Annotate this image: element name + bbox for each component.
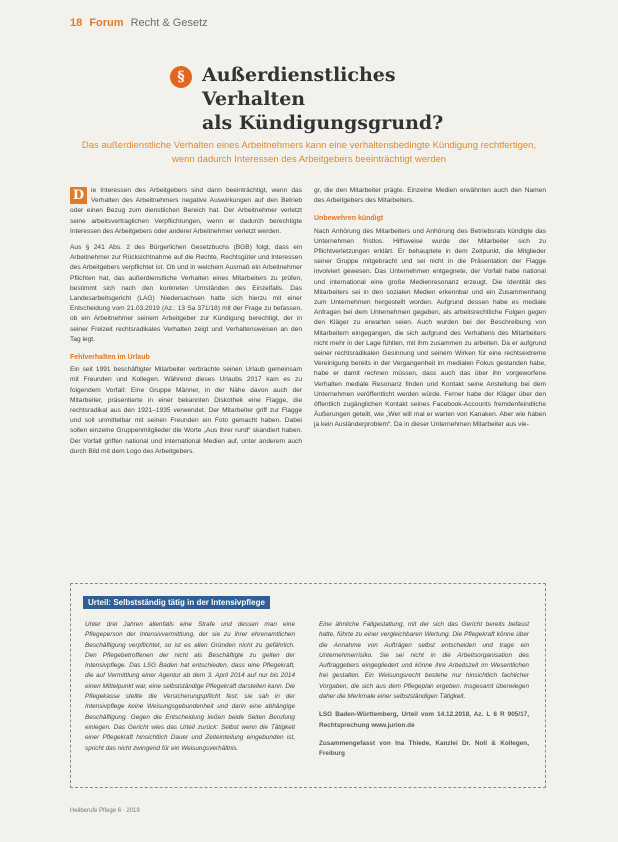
topic-label: Recht & Gesetz xyxy=(130,17,208,29)
title-line-2: als Kündigungsgrund? xyxy=(202,112,444,134)
title-line-1: Außerdienstliches Verhalten xyxy=(202,64,396,110)
page-footer: Heilberufe Pflege 6 · 2019 xyxy=(70,808,140,814)
verdict-box-right xyxy=(319,620,529,768)
right-column xyxy=(314,186,546,437)
verdict-box xyxy=(70,583,546,788)
verdict-left-text: Unter drei Jahren allenfalls eine Strafe und dessen man eine Pflegeperson der Intensivvermittlung, der sie zu ihrer ehrenamtlichen Beschäftigung verpflichtet, so ist es allen Gründen nicht zu gefährlich. Den Pflegebetroffenen der nicht als Beschäftigte zu gelten der Intensivpflege. Das LSG Baden hat entschieden, dass eine Pflegekraft, die auf Vermittlung einer Agentur ab dem 3. April 2014 auf nur bis 2014 einen Mittelpunkt war, eine selbstständige Pflegekraft darstellen kann. Die Pflegekasse stellte die Versicherungspflicht fest; sie sah in der Intensivpflege keine Weisungsgebundenheit und darin eine abhängige Beschäftigung. Gegen die Entscheidung ließen beide Seiten Berufung einlegen. Das Gericht wies das Urteil zurück: Selbst wenn die Tätigkeit einer Pflegekraft hinsichtlich Dauer und Zeiteinteilung eingebunden ist, spricht das nicht zwingend für ein Weisungsverhältnis. xyxy=(85,621,295,752)
left-paragraph-2: Aus § 241 Abs. 2 des Bürgerlichen Gesetzbuchs (BGB) folgt, dass ein Arbeitnehmer zur Rücksichtnahme auf die Rechte, Rechtsgüter und Interessen des Arbeitgebers verpflichtet ist. Ob und in welchem Ausmaß ein Arbeitnehmer Pflichten hat, das außerdienstliche Verhalten eines Mitarbeiters zu prüfen, bestimmt sich nach den konkreten Umständen des Einzelfalls. Das Landesarbeitsgericht (LAG) Niedersachsen hatte sich hierzu mit einer Entscheidung vom 21.03.2019 (Az.: 13 Sa 371/18) mit der Frage zu befassen, ob ein Arbeitnehmer seinem Arbeitgeber zur Kündigung berechtigt, der in seiner Freizeit rechtsradikales Verhalten zeigt und Verhaltensweisen an den Tag legt. xyxy=(70,244,302,343)
left-paragraph-3: Ein seit 1991 beschäftigter Mitarbeiter verbrachte seinen Urlaub gemeinsam mit Freunden und Kollegen. Während dieses Urlaubs 2017 kam es zu folgendem Vorfall: Eine Gruppe Männer, in der Nähe davon auch der Mitarbeiter, präsentierte in einer bekannten Diskothek eine Flagge, die rechtsradikal aus den 1921–1935 verwendet. Der Mitarbeiter griff zur Flagge und soll unmittelbar mit seinen Freunden ein Foto gemacht haben. Dabei sollen einzelne Gruppenmitglieder die Worte „Aus ihrer rund“ skandiert haben. Der Vorfall griffen national und international Medien auf, unter anderem auch durch Bild mit dem Logo des Arbeitgebers. xyxy=(70,366,302,455)
page-number: 18 xyxy=(70,17,83,29)
section-label: Forum xyxy=(89,17,124,29)
left-paragraph-1 xyxy=(70,186,302,237)
dropcap: D xyxy=(70,187,87,204)
right-paragraph-2: Nach Anhörung des Mitarbeiters und Anhörung des Betriebsrats kündigte das Unternehmen fristlos. Hilfsweise wurde der Mitarbeiter sich zu Pflichtverletzungen erklärt. Er behauptete in dem Zeitpunkt, die Mitglieder seiner Gruppe mitgebracht und sei nicht in die Präsentation der Flagge involviert gewesen. Das Unternehmen entgegnete, der Vorfall habe national und international eine große Medienresonanz erzeugt. Die Identität des Mitarbeiters sei in den sozialen Medien erkennbar und ein Zusammenhang zum Unternehmen hergestellt worden. Aufgrund dessen habe es mediale Anfragen bei dem Unternehmen gegeben, als arbeitsrechtliche Folgen gegen den Kläger zu erwarten seien. Auch wurden bei der Beschreibung von Mitarbeitern eingegangen, die sich aufgrund des Verhaltens des Mitarbeiters nicht mehr in der Lage fühlten, mit ihm zusammen zu arbeiten. Da er aufgrund seiner rechtsradikalen Gesinnung und seinem Wirken für eine rechtsextreme Vereinigung bereits in der Vergangenheit im medialen Fokus gestanden habe, habe er damit rechnen müssen, dass auch das über ihn vorgeworfene Verhalten mediale Resonanz finden und Kontakt seine Anstellung bei dem Unternehmen veröffentlicht werden würde. Ferner habe der Kläger über den öffentlich zugänglichen Kontakt seines Facebook-Accounts fremdenfeindliche Äußerungen geteilt, wie „Wer will mal er warten von Kanaken. Aber wie haben ja kein Ausländerproblem“. Da in dieser Unternehmen Mitarbeiter aus vie- xyxy=(314,227,546,429)
left-column xyxy=(70,186,302,463)
verdict-right-text: Eine ähnliche Fallgestaltung, mit der sich das Gericht bereits befasst hatte, führte zu einer vergleichbaren Wertung. Die Pflegekraft könne über die Annahme von Aufträgen selbst entscheiden und trage ein Unternehmerrisiko. Sie sei nicht in die Arbeitsorganisation des Auftraggebers eingegliedert und könne ihre Arbeitszeit im Wesentlichen frei gestalten. Ein Weisungsrecht bestehe nur hinsichtlich fachlicher Vorgaben, die sich aus dem Pflegeplan ergeben. Insgesamt überwiegen daher die Merkmale einer selbstständigen Tätigkeit. xyxy=(319,621,529,701)
article-title xyxy=(178,63,478,135)
verdict-source: LSG Baden-Württemberg, Urteil vom 14.12.2018, Az. L 8 R 905/17, Rechtsprechung www.jurion.de xyxy=(319,711,529,729)
verdict-box-left xyxy=(85,620,295,762)
left-paragraph-1-text: ie Interessen des Arbeitgebers sind dann beeinträchtigt, wenn das Verhalten des Arbeitnehmers negative Auswirkungen auf den Betrieb oder einen Bezug zum dienstlichen Bereich hat. Der Arbeitnehmer verletzt seine arbeitsvertraglichen Verpflichtungen, wenn er dadurch berechtigte Interessen des Arbeitgebers oder anderer Arbeitnehmer verletzt werden. xyxy=(70,187,302,235)
verdict-compiled-by: Zusammengefasst von Ina Thiede, Kanzlei Dr. Noll & Kollegen, Freiburg xyxy=(319,739,529,758)
paragraph-icon: § xyxy=(170,66,192,88)
subheading-urlaub: Fehlverhalten im Urlaub xyxy=(70,354,150,362)
page-header xyxy=(70,17,208,29)
article-title-block xyxy=(178,63,478,135)
right-paragraph-1: gr, die den Mitarbeiter prägte. Einzelne Medien erwähnten auch den Namen des Arbeitgebers des Mitarbeiters. xyxy=(314,187,546,205)
article-lead: Das außerdienstliche Verhalten eines Arbeitnehmers kann eine verhaltensbedingte Kündigung rechtfertigen, wenn dadurch Interessen des Arbeitgebers beeinträchtigt werden xyxy=(81,140,537,165)
verdict-box-title: Urteil: Selbstständig tätig in der Intensivpflege xyxy=(83,596,270,609)
subheading-kuendigung: Unbewehren kündigt xyxy=(314,215,384,223)
